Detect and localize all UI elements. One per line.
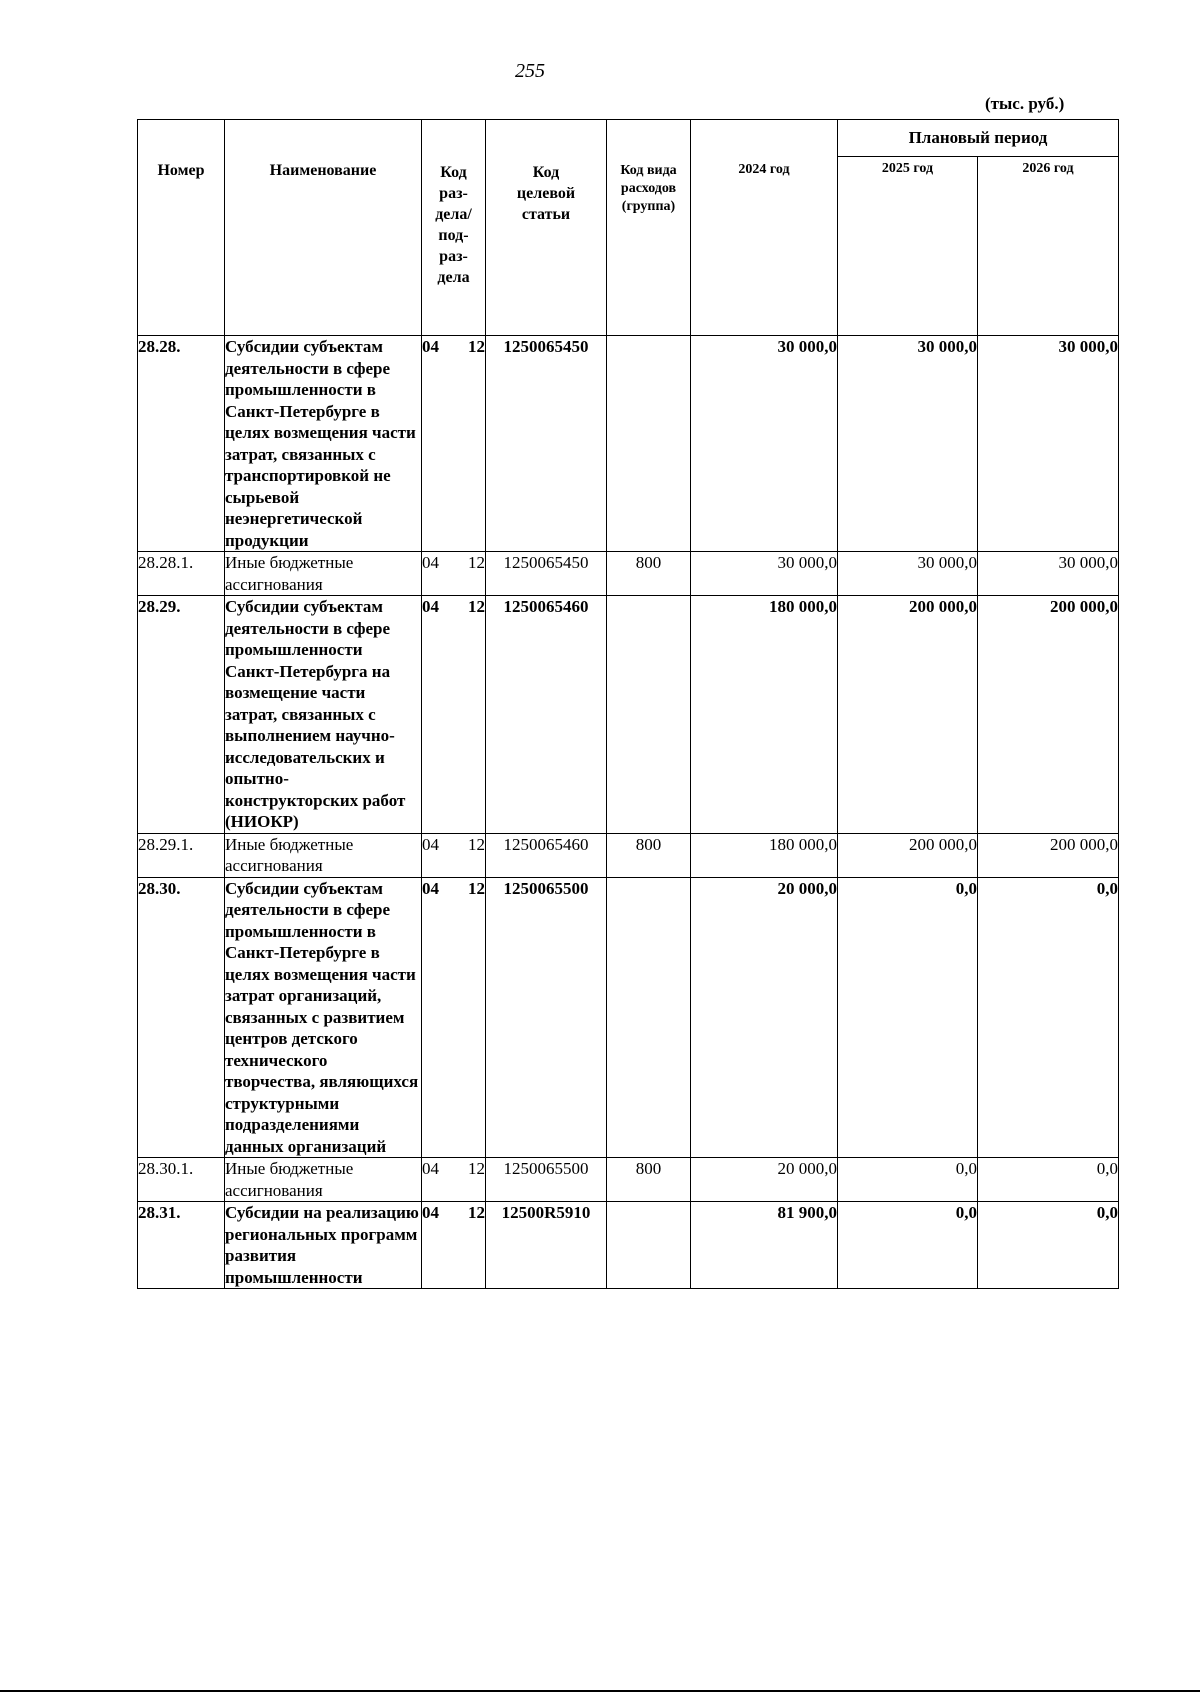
- header-target: [486, 120, 607, 336]
- header-2026: 2026 год: [978, 157, 1119, 336]
- row-amount-2025: 0,0: [838, 1158, 978, 1202]
- row-amount-2024: 20 000,0: [691, 877, 838, 1158]
- row-razdel: 04: [422, 1159, 439, 1178]
- row-razdel: 04: [422, 553, 439, 572]
- table-row: [138, 877, 1119, 1158]
- row-amount-2026: 0,0: [978, 877, 1119, 1158]
- row-podrazdel: 12: [468, 1159, 485, 1178]
- row-amount-2024: 180 000,0: [691, 596, 838, 834]
- row-amount-2025: 0,0: [838, 1202, 978, 1289]
- row-number: 28.31.: [138, 1202, 225, 1289]
- row-expense-type: [607, 877, 691, 1158]
- row-amount-2025: 0,0: [838, 877, 978, 1158]
- row-target-code: 12500R5910: [486, 1202, 607, 1289]
- table-row: [138, 552, 1119, 596]
- row-number: 28.28.: [138, 336, 225, 552]
- row-amount-2025: 30 000,0: [838, 552, 978, 596]
- row-amount-2026: 200 000,0: [978, 596, 1119, 834]
- units-label: (тыс. руб.): [985, 94, 1065, 113]
- row-name: Субсидии на реализацию региональных программ развития промышленности: [225, 1202, 422, 1289]
- header-row: [138, 120, 1119, 157]
- header-2024: 2024 год: [691, 120, 838, 336]
- row-section-code: [422, 552, 486, 596]
- row-target-code: 1250065460: [486, 596, 607, 834]
- row-amount-2026: 0,0: [978, 1158, 1119, 1202]
- row-amount-2024: 30 000,0: [691, 336, 838, 552]
- row-razdel: 04: [422, 337, 439, 356]
- row-podrazdel: 12: [468, 878, 485, 898]
- row-amount-2025: 30 000,0: [838, 336, 978, 552]
- header-target-text: Код целевой статьи: [516, 164, 576, 223]
- budget-table: [137, 119, 1119, 1289]
- row-expense-type: 800: [607, 552, 691, 596]
- row-section-code: [422, 833, 486, 877]
- row-expense-type: [607, 336, 691, 552]
- row-amount-2026: 30 000,0: [978, 552, 1119, 596]
- row-target-code: 1250065460: [486, 833, 607, 877]
- row-section-code: [422, 336, 486, 552]
- header-expense-type: Код вида расходов (группа): [607, 120, 691, 336]
- row-number: 28.29.1.: [138, 833, 225, 877]
- row-name: Иные бюджетные ассигнования: [225, 833, 422, 877]
- row-name: Иные бюджетные ассигнования: [225, 552, 422, 596]
- row-razdel: 04: [422, 1203, 439, 1222]
- row-name: Субсидии субъектам деятельности в сфере промышленности Санкт-Петербурга на возмещение части затрат, связанных с выполнением научно-исследовательских и опытно-конструкторских работ (НИОКР): [225, 596, 422, 834]
- page-number: 255: [515, 60, 545, 82]
- row-podrazdel: 12: [468, 1203, 485, 1222]
- row-number: 28.30.1.: [138, 1158, 225, 1202]
- header-section-text: Код раз- дела/ под- раз- дела: [435, 164, 472, 286]
- header-section: [422, 120, 486, 336]
- header-number: Номер: [138, 120, 225, 336]
- row-target-code: 1250065500: [486, 1158, 607, 1202]
- row-amount-2026: 30 000,0: [978, 336, 1119, 552]
- row-expense-type: [607, 596, 691, 834]
- row-expense-type: [607, 1202, 691, 1289]
- table-row: [138, 1158, 1119, 1202]
- table-row: [138, 1202, 1119, 1289]
- row-razdel: 04: [422, 834, 439, 854]
- row-amount-2024: 180 000,0: [691, 833, 838, 877]
- row-name: Субсидии субъектам деятельности в сфере промышленности в Санкт-Петербурге в целях возмещения части затрат организаций, связанных с развитием центров детского технического творчества, являющихся структурными подразделениями данных организаций: [225, 877, 422, 1158]
- row-amount-2024: 20 000,0: [691, 1158, 838, 1202]
- header-2025: 2025 год: [838, 157, 978, 336]
- row-amount-2025: 200 000,0: [838, 596, 978, 834]
- row-razdel: 04: [422, 597, 439, 616]
- row-amount-2026: 0,0: [978, 1202, 1119, 1289]
- scan-bottom-edge: [0, 1690, 1200, 1692]
- row-section-code: [422, 877, 486, 1158]
- row-podrazdel: 12: [468, 553, 485, 572]
- row-number: 28.29.: [138, 596, 225, 834]
- header-name: Наименование: [225, 120, 422, 336]
- row-target-code: 1250065450: [486, 552, 607, 596]
- row-expense-type: 800: [607, 833, 691, 877]
- table-body: [138, 336, 1119, 1289]
- table-row: [138, 596, 1119, 834]
- row-podrazdel: 12: [468, 337, 485, 356]
- row-number: 28.30.: [138, 877, 225, 1158]
- row-podrazdel: 12: [468, 834, 485, 854]
- row-name: Иные бюджетные ассигнования: [225, 1158, 422, 1202]
- row-podrazdel: 12: [468, 597, 485, 616]
- row-name: Субсидии субъектам деятельности в сфере промышленности в Санкт-Петербурге в целях возмещения части затрат, связанных с транспортировкой не сырьевой неэнергетической продукции: [225, 336, 422, 552]
- row-amount-2024: 81 900,0: [691, 1202, 838, 1289]
- row-amount-2026: 200 000,0: [978, 833, 1119, 877]
- row-number: 28.28.1.: [138, 552, 225, 596]
- row-amount-2025: 200 000,0: [838, 833, 978, 877]
- row-amount-2024: 30 000,0: [691, 552, 838, 596]
- row-expense-type: 800: [607, 1158, 691, 1202]
- table-row: [138, 833, 1119, 877]
- row-section-code: [422, 596, 486, 834]
- table-row: [138, 336, 1119, 552]
- row-section-code: [422, 1158, 486, 1202]
- row-target-code: 1250065500: [486, 877, 607, 1158]
- header-planned-period: Плановый период: [838, 120, 1119, 157]
- row-section-code: [422, 1202, 486, 1289]
- row-target-code: 1250065450: [486, 336, 607, 552]
- row-razdel: 04: [422, 878, 439, 898]
